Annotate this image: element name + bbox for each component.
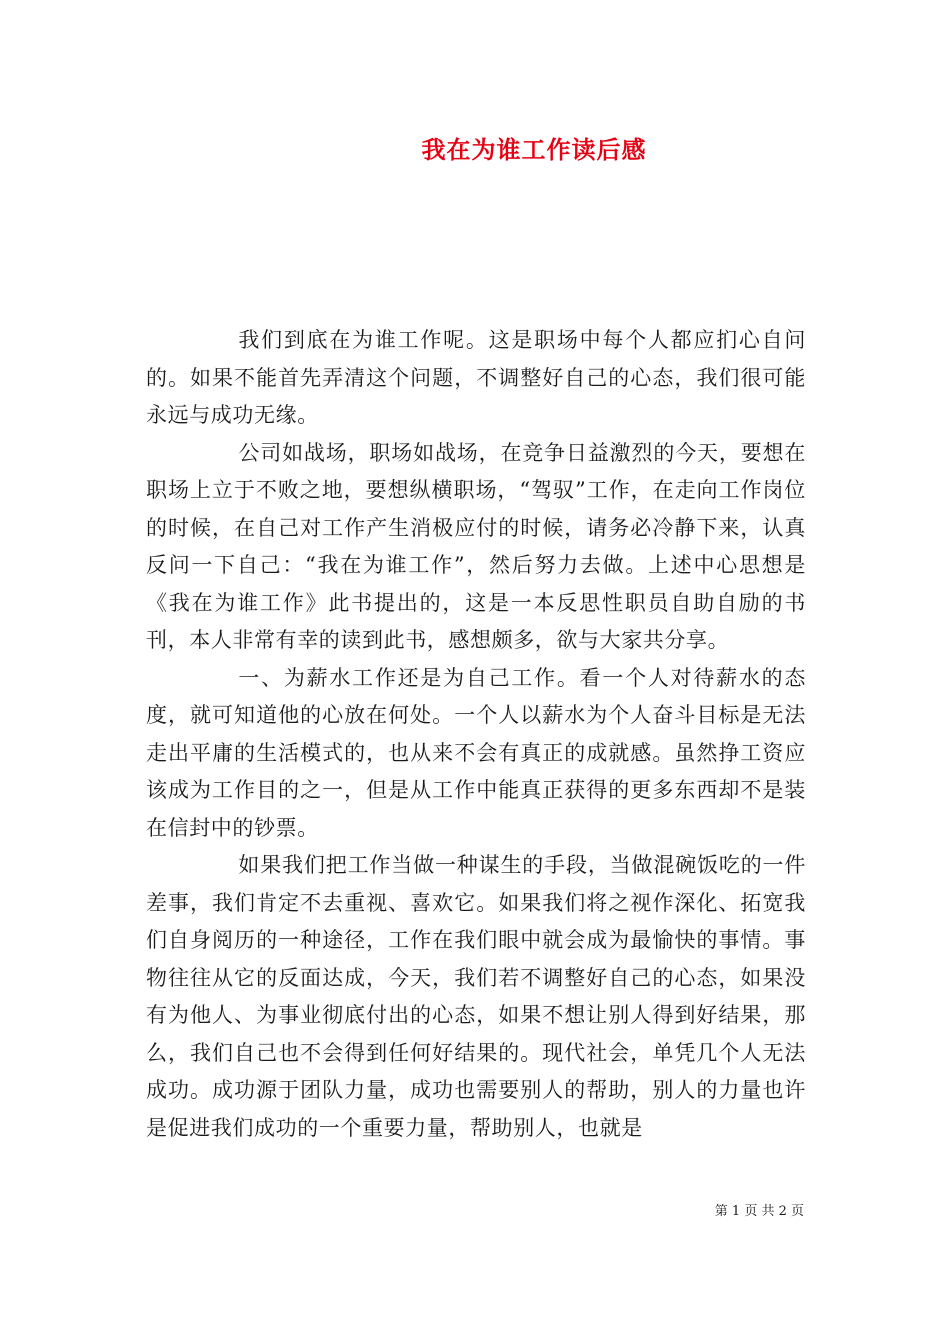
page-number-footer: 第 1 页 共 2 页 — [714, 1204, 804, 1219]
page-title: 我在为谁工作读后感 — [421, 135, 647, 164]
paragraph-3: 一、为薪水工作还是为自己工作。看一个人对待薪水的态度，就可知道他的心放在何处。一个人以薪水为个人奋斗目标是无法走出平庸的生活模式的，也从来不会有真正的成就感。虽然挣工资应该成为工作目的之一，但是从工作中能真正获得的更多东西却不是装在信封中的钞票。 — [146, 665, 806, 840]
paragraph-4: 如果我们把工作当做一种谋生的手段，当做混碗饭吃的一件差事，我们肯定不去重视、喜欢它。如果我们将之视作深化、拓宽我们自身阅历的一种途径，工作在我们眼中就会成为最愉快的事情。事物往往从它的反面达成，今天，我们若不调整好自己的心态，如果没有为他人、为事业彻底付出的心态，如果不想让别人得到好结果，那么，我们自己也不会得到任何好结果的。现代社会，单凭几个人无法成功。成功源于团队力量，成功也需要别人的帮助，别人的力量也许是促进我们成功的一个重要力量，帮助别人，也就是 — [146, 853, 806, 1140]
document-body — [146, 322, 806, 1147]
paragraph-1: 我们到底在为谁工作呢。这是职场中每个人都应扪心自问的。如果不能首先弄清这个问题，不调整好自己的心态，我们很可能永远与成功无缘。 — [146, 328, 806, 427]
paragraph-2: 公司如战场，职场如战场，在竞争日益激烈的今天，要想在职场上立于不败之地，要想纵横职场，“驾驭”工作，在走向工作岗位的时候，在自己对工作产生消极应付的时候，请务必冷静下来，认真反问一下自己：“我在为谁工作”，然后努力去做。上述中心思想是《我在为谁工作》此书提出的，这是一本反思性职员自助自励的书刊，本人非常有幸的读到此书，感想颇多，欲与大家共分享。 — [146, 440, 806, 652]
